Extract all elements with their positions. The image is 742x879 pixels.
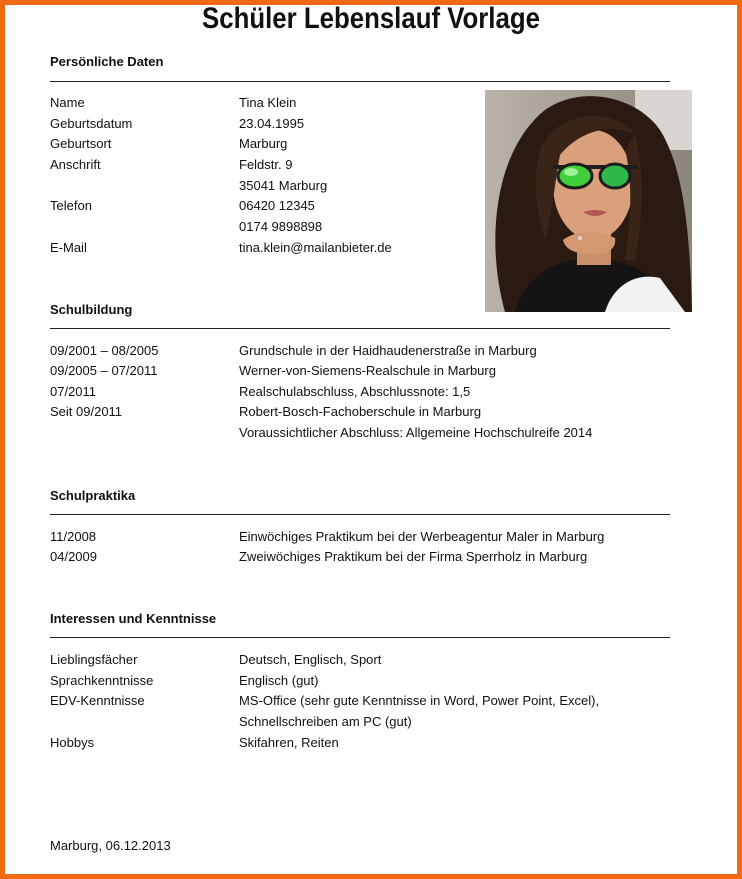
divider [50,81,670,82]
school-date: 09/2001 – 08/2005 [50,343,159,358]
value-languages: Englisch (gut) [239,673,319,688]
section-heading-interests: Interessen und Kenntnisse [50,611,217,626]
school-date: Seit 09/2011 [50,404,123,419]
value-it-skills-cont: Schnellschreiben am PC (gut) [239,714,412,729]
value-birthplace: Marburg [239,136,288,151]
school-entry: Realschulabschluss, Abschlussnote: 1,5 [239,384,471,399]
internship-entry: Zweiwöchiges Praktikum bei der Firma Sperrholz in Marburg [239,549,588,564]
document-title: Schüler Lebenslauf Vorlage [202,2,540,35]
section-heading-personal: Persönliche Daten [50,54,164,69]
school-entry-extra: Voraussichtlicher Abschluss: Allgemeine Hochschulreife 2014 [239,425,593,440]
value-phone-1: 06420 12345 [239,198,315,213]
label-it-skills: EDV-Kenntnisse [50,693,145,708]
label-birthplace: Geburtsort [50,136,112,151]
school-entry: Werner-von-Siemens-Realschule in Marburg [239,363,496,378]
internship-date: 11/2008 [50,529,97,544]
value-email: tina.klein@mailanbieter.de [239,240,392,255]
divider [50,328,670,329]
place-date: Marburg, 06.12.2013 [50,838,171,853]
value-name: Tina Klein [239,95,297,110]
label-birthdate: Geburtsdatum [50,116,133,131]
school-entry: Grundschule in der Haidhaudenerstraße in Marburg [239,343,537,358]
value-it-skills: MS-Office (sehr gute Kenntnisse in Word, Power Point, Excel), [239,693,600,708]
value-hobbies: Skifahren, Reiten [239,735,339,750]
school-entry: Robert-Bosch-Fachoberschule in Marburg [239,404,482,419]
value-street: Feldstr. 9 [239,157,293,172]
value-city: 35041 Marburg [239,178,328,193]
value-favorite-subjects: Deutsch, Englisch, Sport [239,652,382,667]
school-date: 09/2005 – 07/2011 [50,363,158,378]
label-favorite-subjects: Lieblingsfächer [50,652,138,667]
label-hobbies: Hobbys [50,735,95,750]
value-phone-2: 0174 9898898 [239,219,323,234]
label-languages: Sprachkenntnisse [50,673,154,688]
school-date: 07/2011 [50,384,97,399]
section-heading-internships: Schulpraktika [50,488,136,503]
label-phone: Telefon [50,198,92,213]
divider [50,637,670,638]
divider [50,514,670,515]
section-heading-school: Schulbildung [50,302,133,317]
internship-date: 04/2009 [50,549,97,564]
label-name: Name [50,95,85,110]
label-address: Anschrift [50,157,101,172]
value-birthdate: 23.04.1995 [239,116,305,131]
label-email: E-Mail [50,240,87,255]
portrait-photo [485,90,692,312]
internship-entry: Einwöchiges Praktikum bei der Werbeagentur Maler in Marburg [239,529,605,544]
